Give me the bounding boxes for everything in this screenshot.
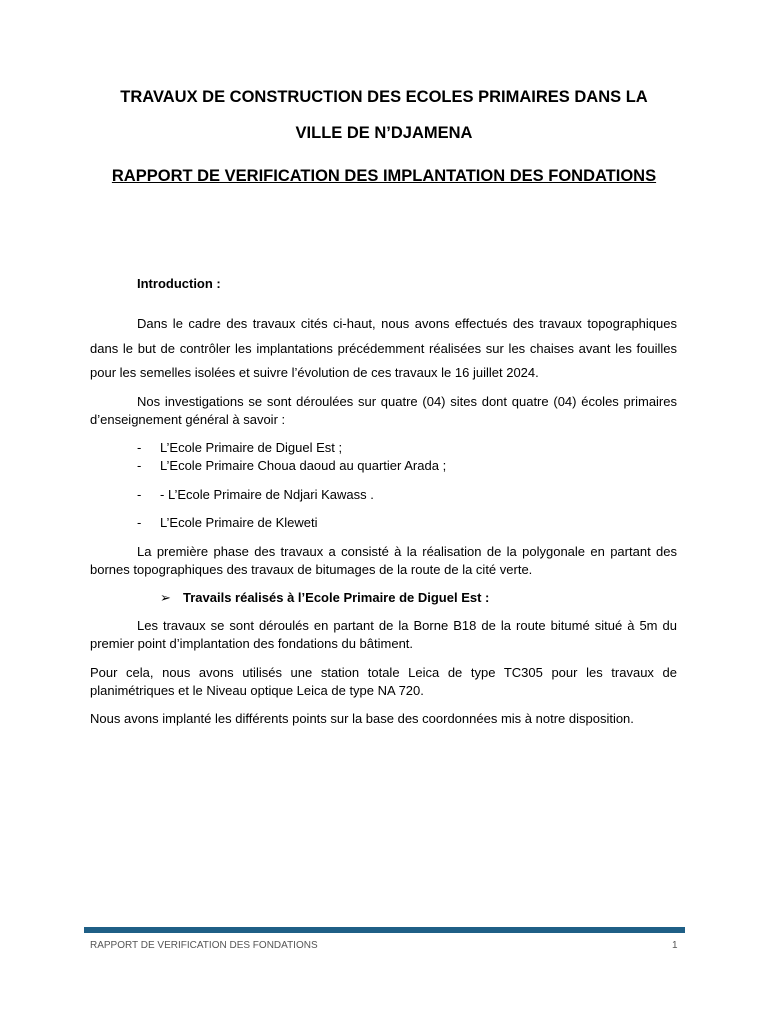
list-item — [137, 440, 342, 455]
section-heading-text: Travails réalisés à l’Ecole Primaire de Diguel Est : — [183, 590, 490, 605]
section-heading — [160, 590, 489, 606]
report-subtitle: RAPPORT DE VERIFICATION DES IMPLANTATION DES FONDATIONS — [111, 167, 657, 185]
title-line-1: TRAVAUX DE CONSTRUCTION DES ECOLES PRIMAIRES DANS LA — [120, 88, 648, 106]
paragraph-coordinates: Nous avons implanté les différents points sur la base des coordonnées mis à notre disposition. — [90, 711, 634, 726]
list-item-text: L’Ecole Primaire de Diguel Est ; — [160, 440, 343, 455]
paragraph-investigations: Nos investigations se sont déroulées sur quatre (04) sites dont quatre (04) écoles primaires d’enseignement général à savoir : — [90, 394, 677, 427]
title-line-2: VILLE DE N’DJAMENA — [295, 124, 473, 142]
bullet-dash: - — [137, 515, 142, 530]
paragraph-equipment: Pour cela, nous avons utilisés une station totale Leica de type TC305 pour les travaux de planimétriques et le Niveau optique Leica de type NA 720. — [90, 665, 677, 698]
list-item-text: L’Ecole Primaire de Kleweti — [160, 515, 318, 530]
list-item — [137, 458, 446, 473]
list-item-text: - L’Ecole Primaire de Ndjari Kawass . — [160, 487, 374, 502]
bullet-dash: - — [137, 487, 142, 502]
intro-heading: Introduction : — [137, 276, 221, 291]
page-number: 1 — [672, 940, 678, 951]
paragraph-first-phase: La première phase des travaux a consisté à la réalisation de la polygonale en partant des bornes topographiques des travaux de bitumages de la route de la cité verte. — [90, 544, 677, 577]
paragraph-borne: Les travaux se sont déroulés en partant de la Borne B18 de la route bitumé situé à 5m du premier point d’implantation des fondations du bâtiment. — [90, 618, 677, 651]
arrow-bullet-icon: ➢ — [160, 590, 171, 605]
list-item-text: L’Ecole Primaire Choua daoud au quartier Arada ; — [160, 458, 447, 473]
list-item — [137, 515, 318, 530]
paragraph-context: Dans le cadre des travaux cités ci-haut, nous avons effectués des travaux topographiques dans le but de contrôler les implantations précédemment réalisées sur les chaises avant les fouilles pour les semelles isolées et suivre l’évolution de ces travaux le 16 juillet 2024. — [90, 316, 677, 380]
list-item — [137, 487, 374, 502]
bullet-dash: - — [137, 458, 142, 473]
bullet-dash: - — [137, 440, 142, 455]
footer-title: RAPPORT DE VERIFICATION DES FONDATIONS — [90, 940, 318, 951]
footer-rule — [84, 927, 685, 933]
